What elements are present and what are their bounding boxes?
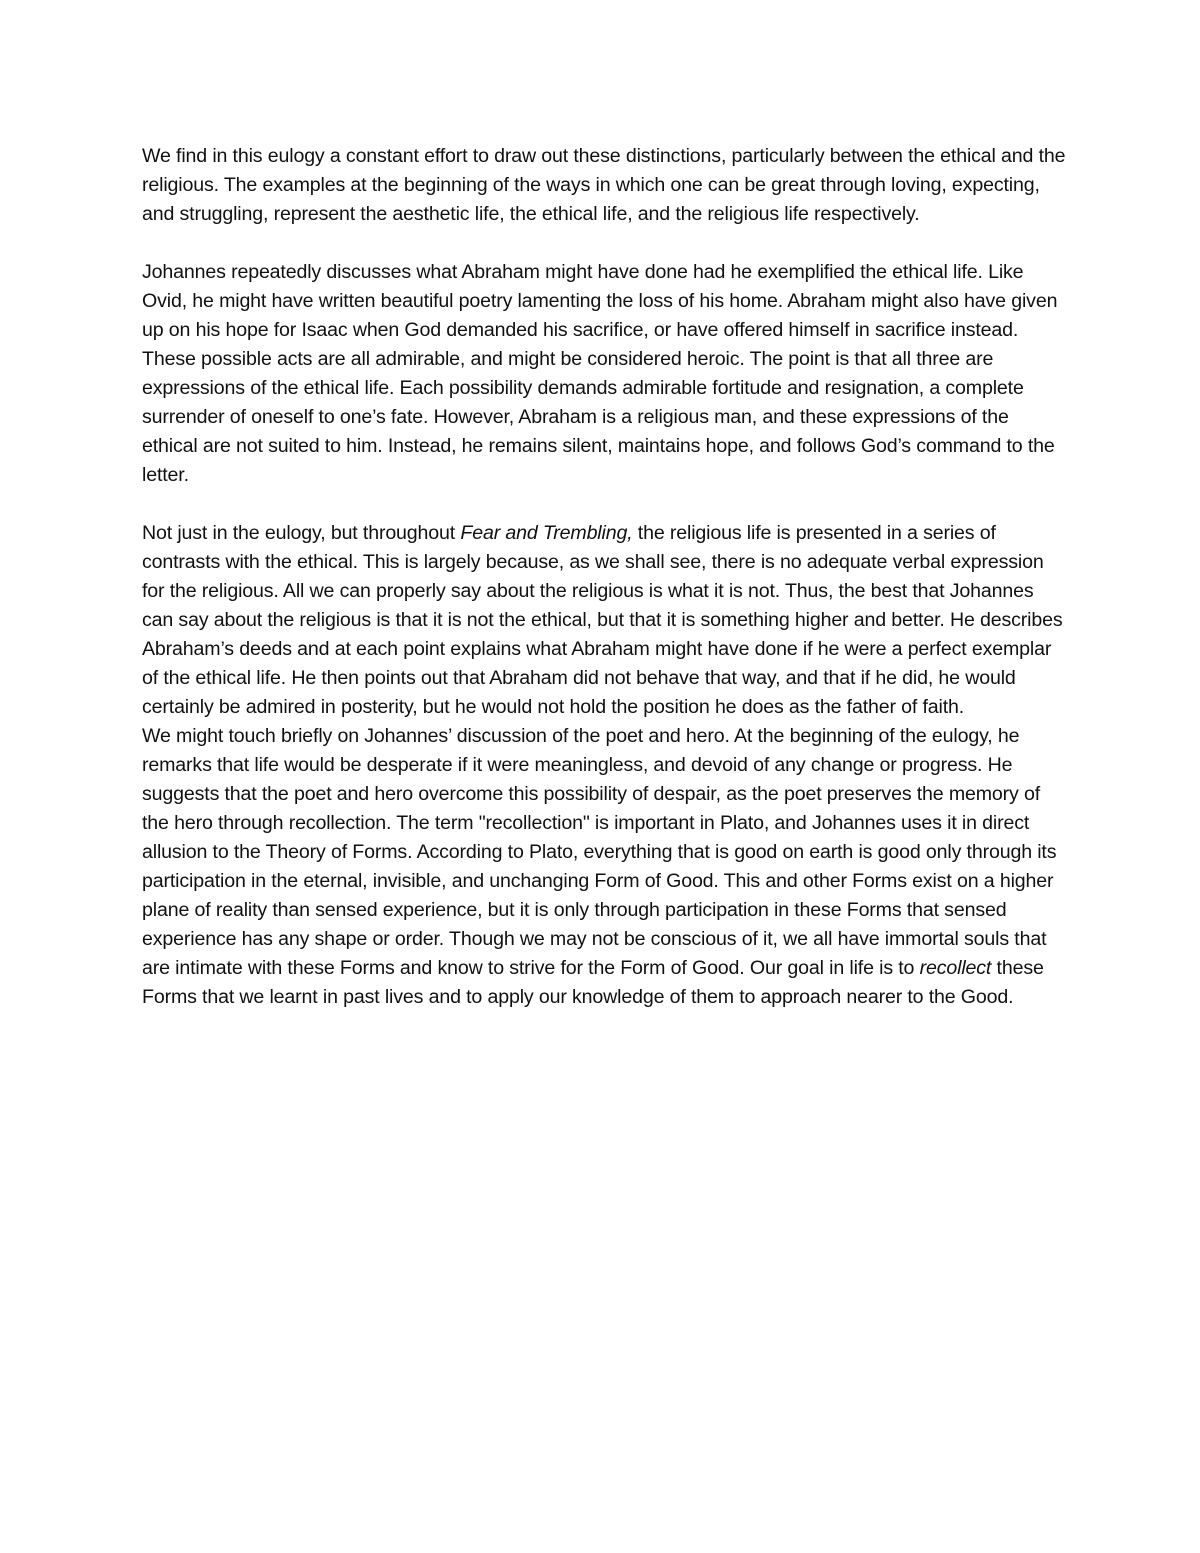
paragraph-eulogy-distinctions xyxy=(142,142,1067,229)
book-title: Fear and Trembling, xyxy=(460,522,633,544)
text-segment: Johannes repeatedly discusses what Abraham might have done had he exemplified the ethical life. Like Ovid, he might have written beautiful poetry lamenting the loss of his home. Abraham might also have given up on his hope for Isaac when God demanded his sacrifice, or have offered himself in sacrifice instead. These possible acts are all admirable, and might be considered heroic. The point is that all three are expressions of the ethical life. Each possibility demands admirable fortitude and resignation, a complete surrender of oneself to one’s fate. However, Abraham is a religious man, and these expressions of the ethical are not suited to him. Instead, he remains silent, maintains hope, and follows God’s command to the letter. xyxy=(142,261,1058,486)
text-segment: We might touch briefly on Johannes’ discussion of the poet and hero. At the beginning of the eulogy, he remarks that life would be desperate if it were meaningless, and devoid of any change or progress. He suggests that the poet and hero overcome this possibility of despair, as the poet preserves the memory of the hero through recollection. The term "recollection" is important in Plato, and Johannes uses it in direct allusion to the Theory of Forms. According to Plato, everything that is good on earth is good only through its participation in the eternal, invisible, and unchanging Form of Good. This and other Forms exist on a higher plane of reality than sensed experience, but it is only through participation in these Forms that sensed experience has any shape or order. Though we may not be conscious of it, we all have immortal souls that are intimate with these Forms and know to strive for the Form of Good. Our goal in life is to xyxy=(142,725,1057,979)
text-segment: these Forms that we learnt in past lives and to apply our knowledge of them to approach nearer to the Good. xyxy=(142,957,1044,1008)
emphasis-recollect: recollect xyxy=(919,957,992,979)
document-body xyxy=(142,142,1067,1012)
text-segment: Not just in the eulogy, but throughout xyxy=(142,522,461,544)
paragraph-poet-hero xyxy=(142,722,1067,1012)
text-segment: We find in this eulogy a constant effort to draw out these distinctions, particularly between the ethical and the religious. The examples at the beginning of the ways in which one can be great through loving, expecting, and struggling, represent the aesthetic life, the ethical life, and the religious life respectively. xyxy=(142,145,1066,225)
paragraph-religious-contrasts xyxy=(142,519,1067,722)
paragraph-abraham-ethical xyxy=(142,258,1067,490)
text-segment: the religious life is presented in a series of contrasts with the ethical. This is largely because, as we shall see, there is no adequate verbal expression for the religious. All we can properly say about the religious is what it is not. Thus, the best that Johannes can say about the religious is that it is not the ethical, but that it is something higher and better. He describes Abraham’s deeds and at each point explains what Abraham might have done if he were a perfect exemplar of the ethical life. He then points out that Abraham did not behave that way, and that if he did, he would certainly be admired in posterity, but he would not hold the position he does as the father of faith. xyxy=(142,522,1063,718)
